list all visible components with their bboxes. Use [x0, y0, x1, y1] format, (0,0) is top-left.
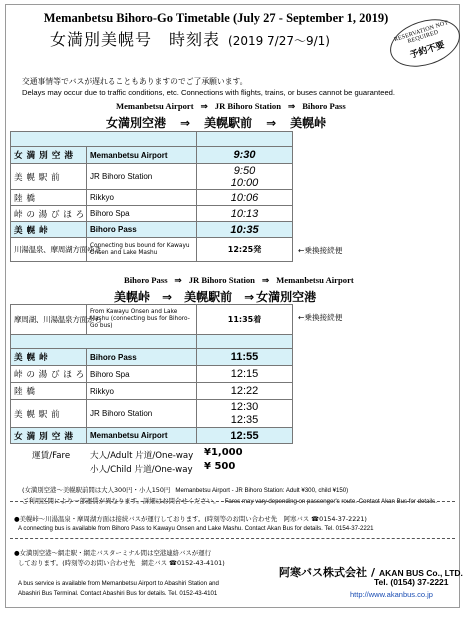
notice-japanese: 交通事情等でバスが遅れることもありますのでご了承願います。: [22, 77, 248, 86]
table-row: [11, 206, 293, 222]
stop-name-jp: 美 幌 峠: [11, 222, 87, 238]
departure-time: 12:15: [197, 366, 293, 383]
company-name-en: AKAN BUS Co., LTD.: [379, 568, 463, 578]
table-row: [11, 349, 293, 366]
route1-stop3-en: Bihoro Pass: [302, 101, 346, 111]
stop-name-jp: 峠 の 湯 び ほ ろ: [11, 206, 87, 222]
table-header-row: [11, 132, 293, 147]
airport-bus-info-en-1: A bus service is available from Memanbetsu Airport to Abashiri Station and: [18, 580, 219, 587]
arrow-icon: ⇒: [200, 101, 208, 111]
departure-time: [197, 400, 293, 428]
route1-japanese: [106, 114, 326, 131]
route2-stop1-en: Bihoro Pass: [124, 275, 168, 285]
table-row: [11, 147, 293, 164]
table-row: [11, 400, 293, 428]
connect-destination-jp: 川湯温泉、摩周湖方面ゆき: [11, 238, 87, 262]
notice-english: Delays may occur due to traffic conditions, etc. Connections with flights, trains, or buses cannot be guaranteed.: [22, 88, 395, 97]
route1-stop1-en: Memanbetsu Airport: [116, 101, 194, 111]
stop-name-en: Bihoro Spa: [87, 206, 197, 222]
fare-note-1: (女満別空港～美幌駅前間は大人300円・小人150円 Memanbetsu Airport - JR Bihoro Station: Adult ¥300, child ¥150): [22, 486, 349, 494]
title-japanese: [50, 27, 330, 50]
divider: [10, 538, 455, 539]
table-row: [11, 222, 293, 238]
timetable-page: [5, 4, 463, 608]
table-row: [11, 305, 293, 335]
stop-name-jp: 女 満 別 空 港: [11, 428, 87, 444]
airport-bus-info-jp-2: しております。(時刻等のお問い合わせ先 網走バス ☎0152-43-4101): [18, 559, 225, 567]
arrival-time: 10:35: [197, 222, 293, 238]
airport-bus-info-jp-1: ●女満別空港～網走駅・網走バスターミナル間は空港連絡バスが運行: [14, 549, 211, 557]
title-period: (2019 7/27～9/1): [228, 34, 330, 48]
airport-bus-info-en-2: Abashiri Bus Terminal. Contact Abashiri Bus for details. Tel. 0152-43-4101: [18, 590, 218, 597]
connection-note: ←乗換接続便: [298, 246, 343, 255]
connect-origin-en: From Kawayu Onsen and Lake Mashu (connecting bus for Bihoro-Go bus): [87, 305, 197, 335]
table-header-row: [11, 335, 293, 349]
route1-stop1-jp: 女満別空港: [106, 116, 167, 130]
stop-name-en: Bihoro Spa: [87, 366, 197, 383]
stop-name-jp: 陸 橋: [11, 190, 87, 206]
route2-stop2-en: JR Bihoro Station: [188, 275, 255, 285]
departure-time: [197, 164, 293, 190]
departure-time-2: 10:00: [230, 176, 259, 189]
departure-time: 10:13: [197, 206, 293, 222]
route1-stop3-jp: 美幌峠: [290, 116, 327, 130]
departure-time: 10:06: [197, 190, 293, 206]
route2-timetable: [10, 304, 293, 444]
arrow-icon: ⇒: [261, 275, 270, 285]
stop-name-en: Bihoro Pass: [87, 349, 197, 366]
table-row: [11, 238, 293, 262]
route1-stop2-jp: 美幌駅前: [204, 116, 253, 130]
departure-time: 12:22: [197, 383, 293, 400]
divider: [10, 501, 455, 502]
table-row: [11, 383, 293, 400]
connect-departure-time: 12:25発: [197, 238, 293, 262]
company-name: 阿寒バス株式会社 / AKAN BUS Co., LTD.: [279, 566, 463, 579]
route1-english: [116, 101, 346, 112]
stop-name-en: Memanbetsu Airport: [87, 147, 197, 164]
route2-stop2-jp: 美幌駅前: [184, 290, 233, 304]
stop-name-en: JR Bihoro Station: [87, 400, 197, 428]
company-name-jp: 阿寒バス株式会社: [279, 566, 367, 579]
stop-name-jp: 美 幌 駅 前: [11, 164, 87, 190]
route1-stop2-en: JR Bihoro Station: [214, 101, 281, 111]
fare-adult-price: ¥1,000: [204, 447, 243, 458]
route1-timetable: [10, 131, 293, 262]
fare-child: 小人/Child 片道/One-way: [90, 465, 193, 475]
fare-note-2: ご利用区間により一部運賃が異なります。詳細はお問合せください。 Fares may vary depending on passenger's route. Contact Akan Bus for details.: [22, 497, 437, 505]
fare-adult: 大人/Adult 片道/One-way: [90, 451, 194, 461]
table-row: [11, 164, 293, 190]
connection-note: ←乗換接続便: [298, 313, 343, 322]
fare-child-price: ¥ 500: [204, 461, 236, 472]
departure-time: 11:55: [197, 349, 293, 366]
stamp-english: RESERVATION NOT REQUIRED: [393, 19, 450, 46]
connect-arrival-time: 11:35着: [197, 305, 293, 335]
stamp-japanese: 予約不要: [408, 40, 447, 61]
fare-label: 運賃/Fare: [32, 451, 71, 461]
table-row: [11, 428, 293, 444]
arrow-icon: ⇒: [174, 275, 182, 285]
connect-origin-jp: 摩周湖、川湯温泉方面から: [11, 305, 87, 335]
stop-name-en: Rikkyo: [87, 190, 197, 206]
company-url[interactable]: http://www.akanbus.co.jp: [350, 590, 433, 599]
stop-name-jp: 陸 橋: [11, 383, 87, 400]
title-english: Memanbetsu Bihoro-Go Timetable (July 27 - September 1, 2019): [43, 11, 389, 25]
stop-name-en: Memanbetsu Airport: [87, 428, 197, 444]
stop-name-jp: 美 幌 峠: [11, 349, 87, 366]
arrow-icon: ⇒: [180, 116, 191, 130]
arrival-time: 12:30: [230, 400, 259, 413]
stop-name-en: Rikkyo: [87, 383, 197, 400]
connecting-bus-info-jp: ●美幌峠～川湯温泉・摩周湖方面は接続バスが運行しております。(時刻等のお問い合わせ先 阿寒バス ☎0154-37-2221): [14, 515, 367, 523]
arrow-icon: ⇒: [288, 101, 296, 111]
stop-name-en: JR Bihoro Station: [87, 164, 197, 190]
connecting-bus-info-en: A connecting bus is available from Bihoro Pass to Kawayu Onsen and Lake Mashu. Contact Akan Bus for details. Tel. 0154-37-2221: [18, 525, 374, 532]
company-tel: Tel. (0154) 37-2221: [374, 577, 449, 587]
arrival-time: 9:50: [233, 164, 256, 177]
stop-name-en: Bihoro Pass: [87, 222, 197, 238]
table-row: [11, 190, 293, 206]
stop-name-jp: 美 幌 駅 前: [11, 400, 87, 428]
stop-name-jp: 峠 の 湯 び ほ ろ: [11, 366, 87, 383]
route2-stop3-jp: 女満別空港: [256, 290, 317, 304]
table-row: [11, 366, 293, 383]
departure-time: 9:30: [197, 147, 293, 164]
departure-time-2: 12:35: [230, 413, 259, 426]
route2-japanese: [114, 288, 316, 305]
arrival-time: 12:55: [197, 428, 293, 444]
arrow-icon: ⇒: [162, 290, 173, 304]
route2-stop1-jp: 美幌峠: [114, 290, 151, 304]
route2-english: [124, 275, 354, 286]
connect-destination-en: Connecting bus bound for Kawayu Onsen and Lake Mashu: [87, 238, 197, 262]
arrow-icon: ⇒: [266, 116, 277, 130]
route2-stop3-en: Memanbetsu Airport: [276, 275, 354, 285]
stop-name-jp: 女 満 別 空 港: [11, 147, 87, 164]
title-jp-text: 女満別美幌号 時刻表: [50, 30, 221, 49]
arrow-icon: ⇒: [244, 290, 255, 304]
